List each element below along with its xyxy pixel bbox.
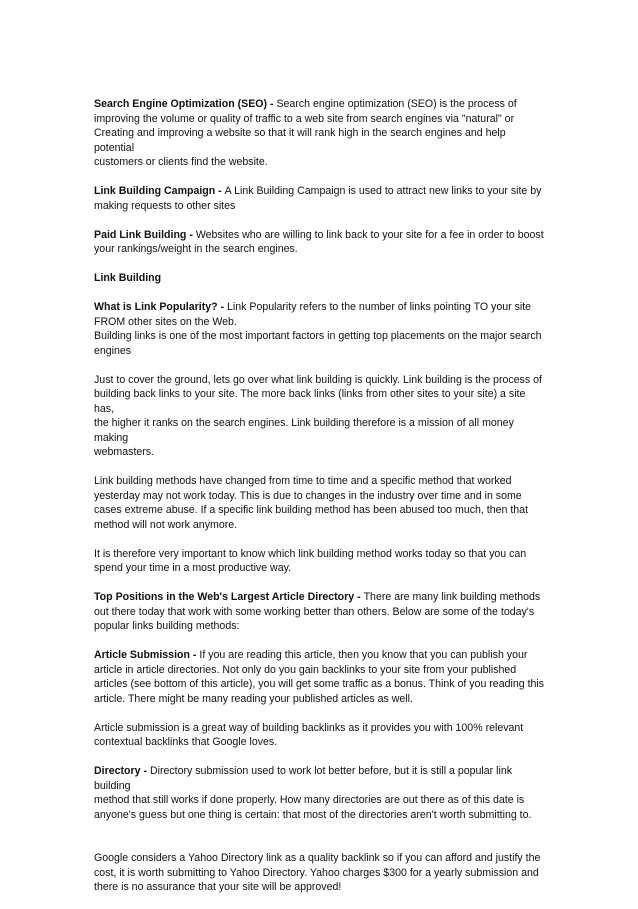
paragraph-directory — [94, 764, 546, 822]
text-line: spend your time in a most productive way. — [94, 562, 292, 574]
text-line: Article submission is a great way of building backlinks as it provides you with 100% relevant — [94, 721, 524, 734]
text-line: Building links is one of the most important factors in getting top placements on the major search — [94, 330, 542, 342]
paragraph-google-yahoo — [94, 851, 546, 895]
text-line: engines — [94, 344, 132, 357]
text-line: Directory submission used to work lot better before, but it is still a popular link building — [94, 765, 513, 792]
text-line: articles (see bottom of this article), you will get some traffic as a bonus. Think of you reading this — [94, 678, 545, 690]
text-line: FROM other sites on the Web. — [94, 315, 237, 328]
text-line: anyone's guess but one thing is certain: that most of the directories aren't worth submitting to. — [94, 808, 532, 821]
text-line: Google considers a Yahoo Directory link as a quality backlink so if you can afford and justify the — [94, 852, 541, 864]
paragraph-article-submission-great — [94, 721, 546, 750]
text-line: There are many link building methods — [363, 591, 541, 603]
text-line: customers or clients find the website. — [94, 156, 268, 168]
paragraph-paid-link-building — [94, 228, 546, 257]
heading-top-positions: Top Positions in the Web's Largest Article Directory - — [94, 591, 364, 603]
text-line: Websites who are willing to link back to your site for a fee in order to boost — [195, 228, 544, 241]
text-line: A Link Building Campaign is used to attract new links to your site by — [224, 185, 542, 197]
paragraph-cover-ground — [94, 373, 546, 460]
text-line: popular links building methods: — [94, 620, 240, 632]
text-line: yesterday may not work today. This is due to changes in the industry over time and in some — [94, 489, 522, 502]
text-line: making requests to other sites — [94, 199, 236, 212]
heading-link-building: Link Building — [94, 272, 162, 284]
text-line: Just to cover the ground, lets go over what link building is quickly. Link building is the process of — [94, 373, 542, 386]
paragraph-methods-changed — [94, 474, 546, 532]
paragraph-link-popularity — [94, 300, 546, 358]
paragraph-link-building-campaign — [94, 184, 546, 213]
text-line: It is therefore very important to know which link building method works today so that you can — [94, 547, 527, 560]
text-line: article. There might be many reading your published articles as well. — [94, 692, 413, 705]
heading-link-popularity: What is Link Popularity? - — [94, 301, 228, 313]
heading-article-submission: Article Submission - — [94, 649, 200, 661]
text-line: improving the volume or quality of traffic to a web site from search engines via "natural" or — [94, 112, 515, 125]
paragraph-important — [94, 547, 546, 576]
paragraph-article-submission — [94, 648, 546, 706]
text-line: out there today that work with some working better than others. Below are some of the today's — [94, 605, 535, 618]
text-line: webmasters. — [94, 446, 155, 458]
paragraph-top-positions — [94, 590, 546, 634]
paragraph-link-building-title — [94, 271, 546, 286]
text-line: contextual backlinks that Google loves. — [94, 736, 278, 748]
document-page — [94, 97, 546, 909]
text-line: Link building methods have changed from time to time and a specific method that worked — [94, 475, 512, 487]
heading-link-building-campaign: Link Building Campaign - — [94, 185, 225, 197]
paragraph-seo — [94, 97, 546, 170]
text-line: If you are reading this article, then you know that you can publish your — [199, 649, 528, 661]
text-line: method will not work anymore. — [94, 518, 238, 531]
text-line: article in article directories. Not only do you gain backlinks to your site from your published — [94, 663, 517, 676]
text-line: there is no assurance that your site will be approved! — [94, 881, 342, 893]
text-line: Link Popularity refers to the number of links pointing TO your site — [227, 301, 532, 313]
text-line: Creating and improving a website so that it will rank high in the search engines and help potential — [94, 127, 506, 154]
text-line: building back links to your site. The more back links (links from other sites to your site) a site has, — [94, 388, 526, 415]
text-line: method that still works if done properly. How many directories are out there as of this date is — [94, 794, 525, 806]
text-line: your rankings/weight in the search engines. — [94, 243, 298, 255]
heading-directory: Directory - — [94, 765, 150, 777]
text-line: cases extreme abuse. If a specific link building method has been abused too much, then that — [94, 504, 529, 516]
text-line: the higher it ranks on the search engines. Link building therefore is a mission of all money making — [94, 417, 514, 444]
heading-paid-link-building: Paid Link Building - — [94, 228, 196, 241]
text-line: cost, it is worth submitting to Yahoo Directory. Yahoo charges $300 for a yearly submission and — [94, 866, 539, 879]
text-line: Search engine optimization (SEO) is the process of — [276, 98, 517, 110]
heading-seo: Search Engine Optimization (SEO) - — [94, 98, 277, 110]
